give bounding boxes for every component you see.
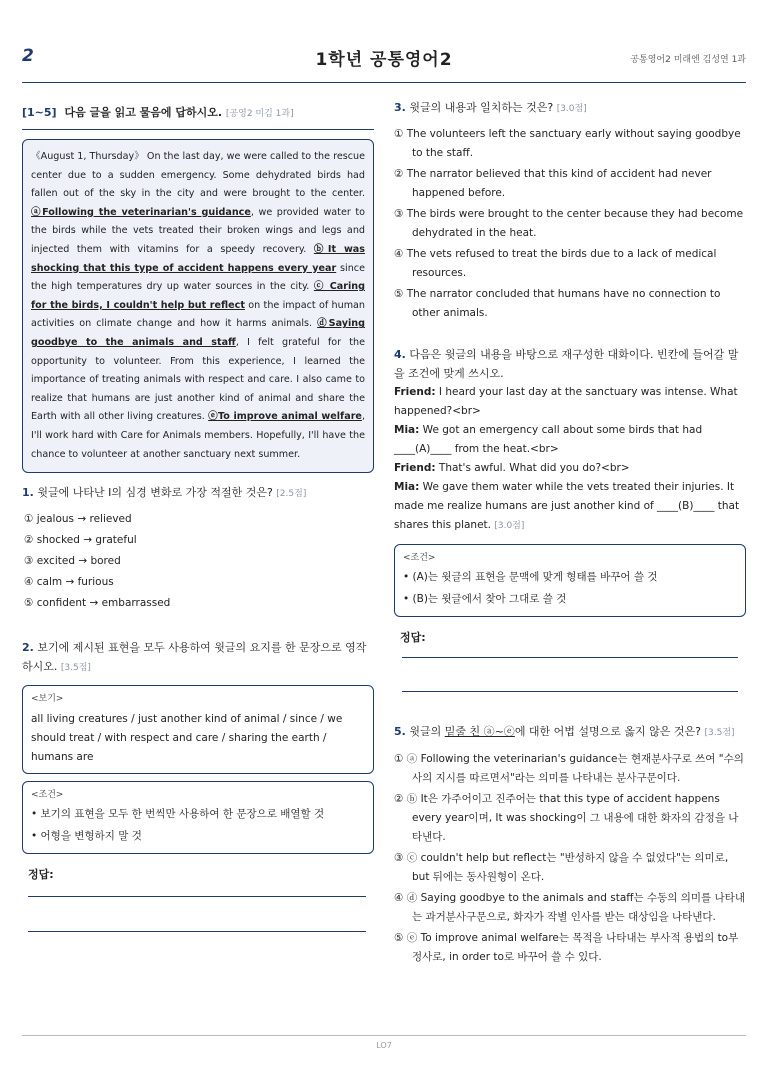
question-5-title	[394, 722, 746, 743]
dialogue-text: We gave them water while the vets treated their injuries. It made me realize humans are just another kind of ____(B)____ that shares this planet.	[394, 481, 740, 531]
answer-line[interactable]	[28, 931, 366, 932]
speaker: Mia:	[394, 481, 420, 493]
passage-text: , I felt grateful for the opportunity to volunteer. From this experience, I learned the importance of treating animals with respect and care. I also came to realize that humans are just another kind of animal and share the Earth with all other living creatures.	[31, 336, 365, 423]
footer-divider	[22, 1035, 746, 1036]
q1-option-3[interactable]: ③ excited → bored	[24, 555, 121, 568]
question-2	[22, 638, 374, 932]
question-3-title	[394, 98, 746, 119]
condition-label: <조건>	[403, 553, 436, 563]
question-text: 보기에 제시된 표현을 모두 사용하여 윗글의 요지를 한 문장으로 영작하시오.	[22, 641, 367, 674]
dialogue-text: I heard your last day at the sanctuary was intense. What happened?<br>	[394, 386, 738, 417]
q3-option-2[interactable]: ② The narrator believed that this kind of accident had never happened before.	[394, 168, 712, 199]
question-number: 3.	[394, 101, 406, 114]
answer-label: 정답:	[28, 868, 54, 882]
q1-option-2[interactable]: ② shocked → grateful	[24, 534, 137, 547]
question-number: 5.	[394, 725, 406, 738]
q3-option-5[interactable]: ⑤ The narrator concluded that humans have no connection to other animals.	[394, 288, 721, 319]
footer-mark: LO7	[376, 1041, 392, 1050]
dialogue-line	[394, 478, 746, 536]
question-points: [3.5점]	[60, 663, 91, 674]
page-title: 1학년 공통영어2	[315, 50, 453, 70]
dialogue-text: We got an emergency call about some birds that had ____(A)____ from the heat.<br>	[394, 424, 703, 455]
condition-box	[394, 544, 746, 617]
question-3	[394, 98, 746, 323]
underline-b: ⓑIt was shocking that this type of accident happens every year	[31, 243, 365, 274]
passage-text: , I'll work hard with Care for Animals members. Hopefully, I'll have the chance to volunteer at another sanctuary next summer.	[31, 411, 365, 460]
dialogue-text: That's awful. What did you do?<br>	[435, 462, 630, 474]
question-text: 에 대한 어법 설명으로 옳지 않은 것은?	[514, 725, 705, 738]
q1-option-5[interactable]: ⑤ confident → embarrassed	[24, 597, 171, 610]
section-source: [공영2 미김 1과]	[225, 109, 294, 119]
question-number: 2.	[22, 641, 34, 655]
dialogue-line	[394, 421, 746, 459]
underline-a: ⓐFollowing the veterinarian's guidance	[31, 206, 251, 218]
condition-item: • 보기의 표현을 모두 한 번씩만 사용하여 한 문장으로 배열할 것	[31, 808, 325, 821]
answer-line[interactable]	[28, 896, 366, 897]
q1-option-1[interactable]: ① jealous → relieved	[24, 513, 132, 526]
answer-line[interactable]	[402, 657, 738, 658]
dialogue-line	[394, 459, 746, 478]
q5-option-4[interactable]: ④ ⓓ Saying goodbye to the animals and staff는 수동의 의미를 나타내는 과거분사구문으로, 화자가 작별 인사를 받는 대상임을 나타낸다.	[394, 892, 745, 923]
right-column	[394, 98, 746, 969]
question-1	[22, 483, 374, 614]
condition-item: • (B)는 윗글에서 찾아 그대로 쓸 것	[403, 593, 567, 605]
question-1-title	[22, 483, 374, 504]
answer-label: 정답:	[400, 631, 426, 644]
q5-option-5[interactable]: ⑤ ⓔ To improve animal welfare는 목적을 나타내는 부사적 용법의 to부정사로, in order to로 바꾸어 쓸 수 있다.	[394, 932, 739, 963]
question-number: 4.	[394, 348, 406, 361]
question-text: 윗글의 내용과 일치하는 것은?	[405, 101, 557, 114]
page-subtitle: 공통영어2 미래엔 김성연 1과	[630, 55, 746, 65]
header-divider	[22, 82, 746, 83]
answer-line[interactable]	[402, 691, 738, 692]
section-range: [1~5]	[22, 106, 57, 119]
question-points: [3.5점]	[704, 728, 735, 738]
question-5	[394, 722, 746, 967]
passage-text: 《August 1, Thursday》 On the last day, we were called to the rescue center due to a sudden emergency. Some dehydrated birds had fallen out of the sky in the city and were brought to the center.	[31, 151, 365, 200]
passage-text: on the impact of human activities on climate change and how it harms animals.	[31, 299, 366, 330]
underline-d: ⓓSaying goodbye to the animals and staff	[31, 318, 366, 348]
q5-option-2[interactable]: ② ⓑ It은 가주어이고 진주어는 that this type of accident happens every year이며, It was shocking이 그 내용에 대한 화자의 감정을 나타낸다.	[394, 793, 739, 843]
speaker: Mia:	[394, 424, 420, 436]
dialogue	[394, 383, 746, 536]
page-number: 2	[22, 46, 34, 66]
passage-text: since the high temperatures dry up water sources in the city.	[31, 262, 365, 293]
q3-option-3[interactable]: ③ The birds were brought to the center because they had become dehydrated in the heat.	[394, 208, 744, 239]
question-text: 윗글의	[405, 725, 445, 738]
bogi-box	[22, 685, 374, 774]
bogi-text: all living creatures / just another kind of animal / since / we should treat / with respect and care / sharing the earth / humans are	[31, 713, 343, 764]
q5-option-3[interactable]: ③ ⓒ couldn't help but reflect는 "반성하지 않을 수 없었다"는 의미로, but 뒤에는 동사원형이 온다.	[394, 852, 729, 883]
condition-item: • 어형을 변형하지 말 것	[31, 830, 142, 843]
q3-option-4[interactable]: ④ The vets refused to treat the birds due to a lack of medical resources.	[394, 248, 717, 279]
question-text-underlined: 밑줄 친 ⓐ~ⓔ	[444, 725, 515, 738]
q1-option-4[interactable]: ④ calm → furious	[24, 576, 114, 589]
underline-e: ⓔTo improve animal welfare	[208, 411, 362, 423]
q3-option-1[interactable]: ① The volunteers left the sanctuary early without saying goodbye to the staff.	[394, 128, 741, 159]
speaker: Friend:	[394, 462, 436, 474]
speaker: Friend:	[394, 386, 436, 398]
q5-option-1[interactable]: ① ⓐ Following the veterinarian's guidance는 현재분사구로 쓰여 "수의사의 지시를 따르면서"라는 의미를 나타내는 분사구문이다.	[394, 753, 744, 784]
question-4	[394, 345, 746, 692]
reading-passage	[22, 139, 374, 473]
condition-box	[22, 781, 374, 854]
condition-label: <조건>	[31, 790, 64, 801]
underline-c: ⓒ Caring for the birds, I couldn't help but reflect	[31, 281, 365, 311]
question-number: 1.	[22, 486, 34, 500]
left-column	[22, 104, 374, 932]
question-points: [2.5점]	[276, 489, 307, 500]
question-4-title	[394, 345, 746, 383]
bogi-label: <보기>	[31, 694, 64, 705]
question-points: [3.0점]	[494, 521, 525, 531]
question-text: 윗글에 나타난 I의 심경 변화로 가장 적절한 것은?	[33, 486, 277, 500]
question-text: 다음은 윗글의 내용을 바탕으로 재구성한 대화이다. 빈칸에 들어갈 말을 조건에 맞게 쓰시오.	[394, 348, 739, 380]
section-heading	[22, 104, 374, 130]
dialogue-line	[394, 383, 746, 421]
passage-text: , we provided water to the birds while the vets treated their broken wings and legs and injected them with vitamins for a speedy recovery.	[31, 206, 365, 255]
question-2-title	[22, 638, 374, 678]
section-instruction: 다음 글을 읽고 물음에 답하시오.	[64, 106, 223, 119]
condition-item: • (A)는 윗글의 표현을 문맥에 맞게 형태를 바꾸어 쓸 것	[403, 571, 658, 583]
question-points: [3.0점]	[556, 104, 587, 114]
